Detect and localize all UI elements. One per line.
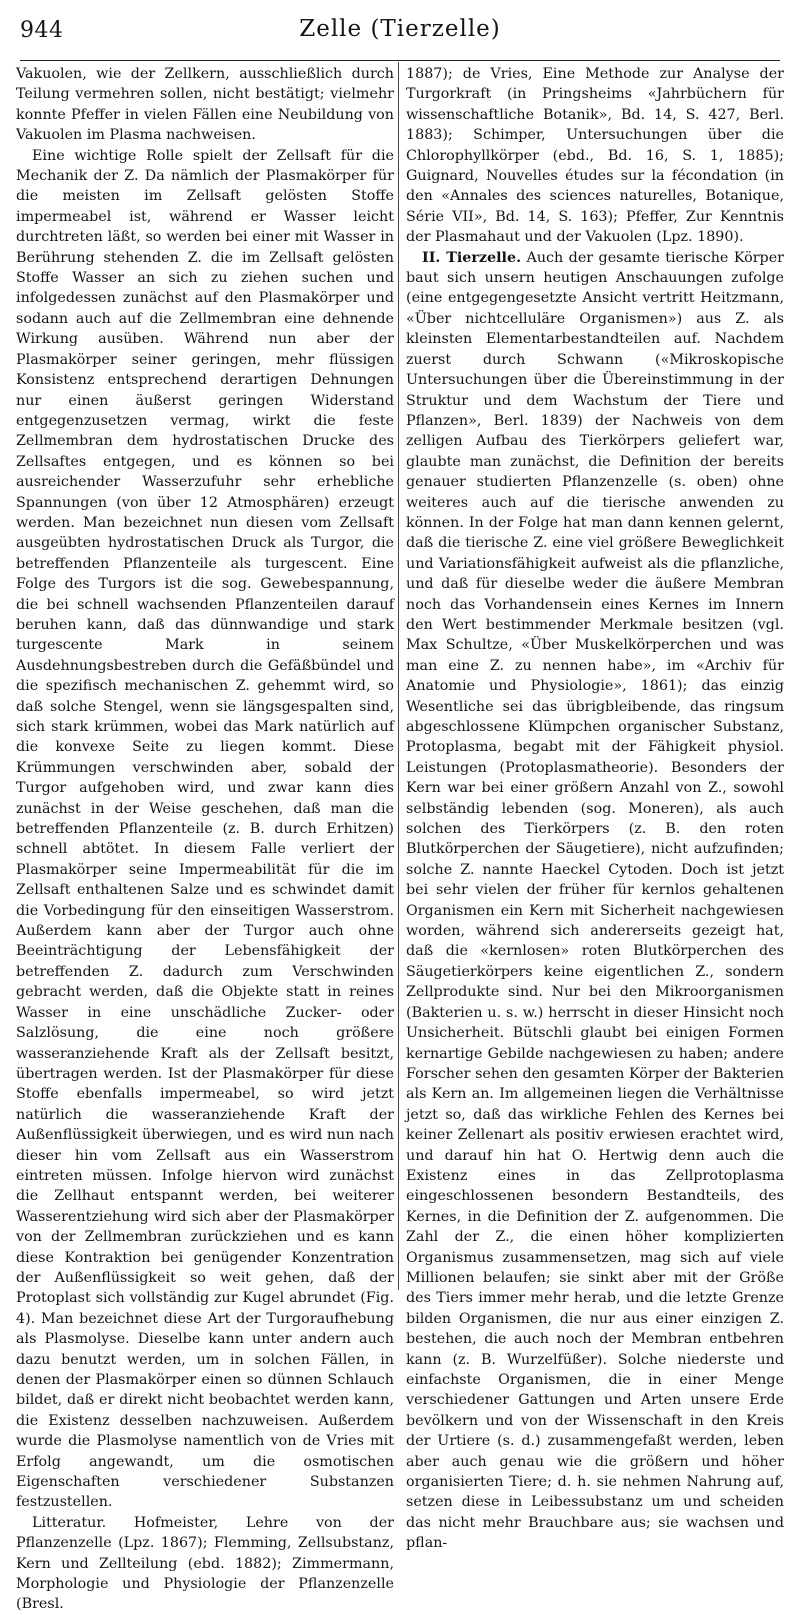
section-heading: II. Tierzelle.	[422, 249, 522, 266]
page-header	[20, 14, 780, 54]
page-number: 944	[20, 18, 64, 43]
paragraph: Vakuolen, wie der Zellkern, ausschließlich durch Teilung vermehren sollen, nicht bestätigt; vielmehr konnte Pfeffer in vielen Fällen eine Neubildung von Vakuolen im Plasma nachweisen.	[16, 66, 394, 144]
header-rule	[20, 60, 780, 61]
paragraph: Eine wichtige Rolle spielt der Zellsaft für die Mechanik der Z. Da nämlich der Plasmakörper für die meisten im Zellsaft gelösten Stoffe impermeabel ist, während er Wasser leicht durchtreten läßt, so werden bei einer mit Wasser in Berührung stehenden Z. die im Zellsaft gelösten Stoffe Wasser an sich zu ziehen suchen und infolgedessen zunächst auf den Plasmakörper und sodann auch auf die Zellmembran eine dehnende Wirkung ausüben. Während nun aber der Plasmakörper seiner geringen, mehr flüssigen Konsistenz entsprechend derartigen Dehnungen nur einen äußerst geringen Widerstand entgegenzusetzen vermag, wirkt die feste Zellmembran dem hydrostatischen Drucke des Zellsaftes entgegen, und es können so bei ausreichender Wasserzufuhr sehr erhebliche Spannungen (von über 12 Atmosphären) erzeugt werden. Man bezeichnet nun diesen vom Zellsaft ausgeübten hydrostatischen Druck als Turgor, die betreffenden Pflanzenteile als turgescent. Eine Folge des Turgors ist die sog. Gewebespannung, die bei schnell wachsenden Pflanzenteilen darauf beruhen kann, daß das dünnwandige und stark turgescente Mark in seinem Ausdehnungsbestreben durch die Gefäßbündel und die spezifisch mechanischen Z. gehemmt wird, so daß solche Stengel, wenn sie längsgespalten sind, sich stark krümmen, wobei das Mark natürlich auf die konvexe Seite zu liegen kommt. Diese Krümmungen verschwinden aber, sobald der Turgor aufgehoben wird, und zwar kann dies zunächst in der Weise geschehen, daß man die betreffenden Pflanzenteile (z. B. durch Erhitzen) schnell abtötet. In diesem Falle verliert der Plasmakörper seine Impermeabilität für die im Zellsaft enthaltenen Salze und es schwindet damit die Vorbedingung für den einseitigen Wasserstrom. Außerdem kann aber der Turgor auch ohne Beeinträchtigung der Lebensfähigkeit der betreffenden Z. dadurch zum Verschwinden gebracht werden, daß die Objekte statt in reines Wasser in eine unschädliche Zucker- oder Salzlösung, die eine noch größere wasseranziehende Kraft als der Zellsaft besitzt, übertragen werden. Ist der Plasmakörper für diese Stoffe ebenfalls impermeabel, so wird jetzt natürlich die wasseranziehende Kraft der Außenflüssigkeit überwiegen, und es wird nun nach dieser hin vom Zellsaft aus ein Wasserstrom eintreten müssen. Infolge hiervon wird zunächst die Zellhaut entspannt werden, bei weiterer Wasserentziehung wird sich aber der Plasmakörper von der Zellmembran zurückziehen und es kann diese Kontraktion bei genügender Konzentration der Außenflüssigkeit so weit gehen, daß der Protoplast sich vollständig zur Kugel abrundet (Fig. 4). Man bezeichnet diese Art der Turgoraufhebung als Plasmolyse. Dieselbe kann unter andern auch dazu benutzt werden, um in solchen Fällen, in denen der Plasmakörper einen so dünnen Schlauch bildet, daß er direkt nicht beobachtet werden kann, die Existenz desselben nachzuweisen. Außerdem wurde die Plasmolyse namentlich von de Vries mit Erfolg angewandt, um die osmotischen Eigenschaften verschiedener Substanzen festzustellen.	[16, 147, 394, 1511]
literature-continuation: 1887); de Vries, Eine Methode zur Analyse der Turgorkraft (in Pringsheims «Jahrbüchern für wissenschaftliche Botanik», Bd. 14, S. 427, Berl. 1883); Schimper, Untersuchungen über die Chlorophyllkörper (ebd., Bd. 16, S. 1, 1885); Guignard, Nouvelles études sur la fécondation (in den «Annales des sciences naturelles, Botanique, Série VII», Bd. 14, S. 163); Pfeffer, Zur Kenntnis der Plasmahaut und der Vakuolen (Lpz. 1890).	[406, 66, 784, 246]
literature-paragraph: Litteratur. Hofmeister, Lehre von der Pflanzenzelle (Lpz. 1867); Flemming, Zellsubstanz, Kern und Zellteilung (ebd. 1882); Zimmermann, Morphologie und Physiologie der Pflanzenzelle (Bresl.	[16, 1514, 394, 1613]
section-paragraph	[406, 248, 784, 1554]
running-title: Zelle (Tierzelle)	[299, 16, 501, 42]
column-divider	[398, 62, 399, 1290]
section-text: Auch der gesamte tierische Körper baut sich unsern heutigen Anschauungen zufolge (eine entgegengesetzte Ansicht vertritt Heitzmann, «Über nichtcelluläre Organismen») aus Z. als kleinsten Elementarbestandteilen auf. Nachdem zuerst durch Schwann («Mikroskopische Untersuchungen über die Übereinstimmung in der Struktur und dem Wachstum der Tiere und Pflanzen», Berl. 1839) der Nachweis von dem zelligen Aufbau des Tierkörpers geliefert war, glaubte man zunächst, die Definition der bereits genauer studierten Pflanzenzelle (s. oben) ohne weiteres auch auf die tierische anwenden zu können. In der Folge hat man dann kennen gelernt, daß die tierische Z. eine viel größere Beweglichkeit und Variationsfähigkeit aufweist als die pflanzliche, und daß für dieselbe weder die äußere Membran noch das Vorhandensein eines Kernes im Innern den Wert bestimmender Merkmale besitzen (vgl. Max Schultze, «Über Muskelkörperchen und was man eine Z. zu nennen habe», im «Archiv für Anatomie und Physiologie», 1861); das einzig Wesentliche sei das übrigbleibende, das ringsum abgeschlossene Klümpchen organischer Substanz, Protoplasma, begabt mit der Fähigkeit physiol. Leistungen (Protoplasmatheorie). Besonders der Kern war bei einer größern Anzahl von Z., sowohl selbständig lebenden (sog. Moneren), als auch solchen des Tierkörpers (z. B. den roten Blutkörperchen der Säugetiere), nicht aufzufinden; solche Z. nannte Haeckel Cytoden. Doch ist jetzt bei sehr vielen der früher für kernlos gehaltenen Organismen ein Kern mit Sicherheit nachgewiesen worden, während sich andererseits gezeigt hat, daß die «kernlosen» roten Blutkörperchen des Säugetierkörpers keine eigentlichen Z., sondern Zellprodukte sind. Nur bei den Mikroorganismen (Bakterien u. s. w.) herrscht in dieser Hinsicht noch Unsicherheit. Bütschli glaubt bei einigen Formen kernartige Gebilde nachgewiesen zu haben; andere Forscher sehen den gesamten Körper der Bakterien als Kern an. Im allgemeinen liegen die Verhältnisse jetzt so, daß das wirkliche Fehlen des Kernes bei keiner Zellenart als positiv erwiesen erachtet wird, und darauf hin hat O. Hertwig denn auch die Existenz eines in das Zellprotoplasma eingeschlossenen besondern Bestandteils, des Kernes, in die Definition der Z. aufgenommen. Die Zahl der Z., die einen höher komplizierten Organismus zusammensetzen, mag sich auf viele Millionen belaufen; sie sinkt aber mit der Größe des Tiers immer mehr herab, und die letzte Grenze bilden Organismen, die nur aus einer einzigen Z. bestehen, die auch noch der Membran entbehren kann (z. B. Wurzelfüßer). Solche niederste und einfachste Organismen, die in einer Menge verschiedener Gattungen und Arten unsere Erde bevölkern und von der Wissenschaft in den Kreis der Urtiere (s. d.) zusammengefaßt werden, leben aber auch genau wie die größern und höher organisierten Tiere; d. h. sie nehmen Nahrung auf, setzen diese in Leibessubstanz um und scheiden das nicht mehr Brauchbare aus; sie wachsen und pflan-	[406, 249, 785, 1552]
right-column	[406, 64, 785, 1552]
left-column	[16, 64, 394, 1613]
